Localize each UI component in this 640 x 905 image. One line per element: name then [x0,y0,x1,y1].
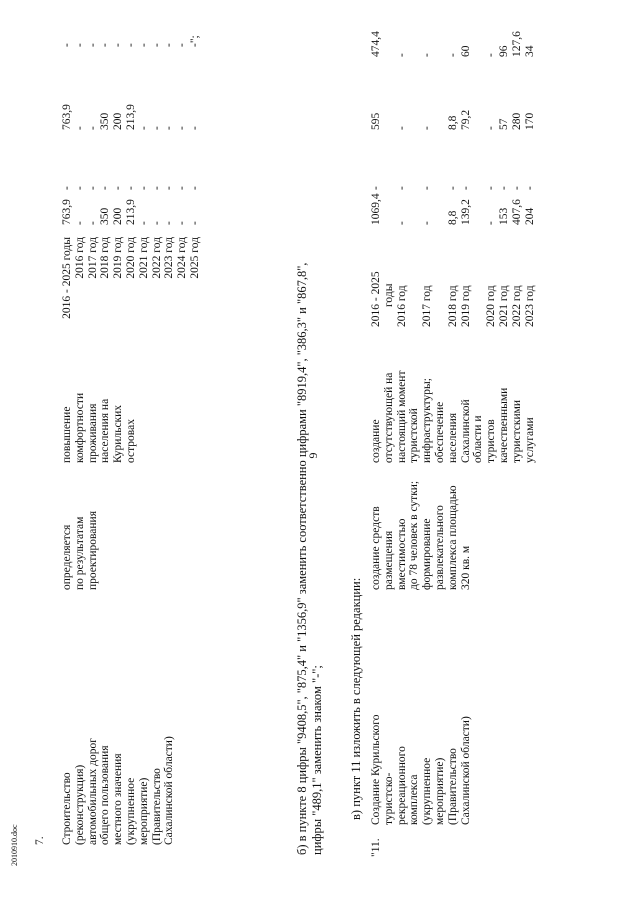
row7-other-value: - [150,43,163,47]
row11-federal-value: - [523,186,536,190]
row11-indicator-line: туристскими [510,399,523,463]
row7-name-line: местного значения [112,753,125,845]
row11-federal-value: - [421,186,434,190]
row11-regional-value: 57 [497,118,510,130]
row7-total-value: 350 [99,207,112,225]
row7-total [61,199,202,225]
row11-federal-gap [383,186,396,190]
row11-regional-gap [408,110,421,130]
row7-regional-value: - [188,126,201,130]
row11-name-line: мероприятие) [433,757,446,825]
row11-regional-value: - [421,126,434,130]
row11-year-gap [434,271,447,327]
row11-federal-value: - [446,186,459,190]
row11-name-line: рекреационного [395,746,408,825]
row11-year: 2021 год [497,285,510,327]
row11-total-gap [472,193,485,225]
row11-total-value: 8,8 [446,210,459,225]
row11-indicator-line: создание [370,419,382,463]
row7-regional-value: 200 [112,112,125,130]
row7-other-value: - [73,43,86,47]
row11-regional-gap [383,110,396,130]
row11-indicator-line: Сахалинской [459,399,472,463]
row11-federal-value: - [459,186,472,190]
row7-federal-value: - [112,186,125,190]
row11-year: 2017 год [421,285,434,327]
row7-name-line: мероприятие) [137,777,150,845]
row11-other-value: - [446,53,459,57]
row7-regional-value: - [150,126,163,130]
paragraph-v: в) пункт 11 изложить в следующей редакции: [349,577,363,820]
row11-regional-gap [472,110,485,130]
row7-other-value: - [61,43,73,47]
row7-task-line: проектирования [86,511,99,590]
row7-total-value: - [176,221,189,225]
paragraph-b-line: б) в пункте 8 цифры "9408,5", "875,4" и "1356,9" заменить соответственно цифрами "8919,4", "386,3" и "867,8", [295,262,309,855]
row7-regional-value: - [176,126,189,130]
row11-other-value: - [395,53,408,57]
row7-other-value: - [163,43,176,47]
rotated-content [0,5,640,905]
row11-total-gap [408,193,421,225]
row7-regional-value: - [163,126,176,130]
row7-years [61,237,202,327]
row11-task [370,481,472,590]
row7-federal-value: - [99,186,112,190]
row7-federal-value: - [176,186,189,190]
row7-regional-value: 350 [99,112,112,130]
row7-total-value: 200 [112,207,125,225]
row11-regional-value: 280 [510,112,523,130]
row7-federal-value: - [124,186,137,190]
row11-other-value: 34 [523,45,536,57]
page-number: 6 [306,452,321,459]
row7-indicator-line: комфортности [73,392,86,463]
row11-name-line: (укрупненное [421,757,434,825]
row11-other-gap [383,31,396,57]
row11-year: 2016 - 2025 [370,271,382,327]
row11-other-value: 474,4 [370,31,382,57]
row11-name-line: Создание Курильского [370,714,382,825]
row7-indicator [61,393,138,463]
row7-federal-value: - [61,186,73,190]
row11-federal-value: - [395,186,408,190]
row11-federal-gap [472,186,485,190]
row11-other-gap [472,31,485,57]
paragraph-b [295,35,325,855]
row7-total-value: - [73,221,86,225]
row11-name-line: Сахалинской области) [459,716,472,825]
row11-federal-value: - [497,186,510,190]
row7-federal-value: - [188,186,201,190]
row11-year-gap [472,271,485,327]
row11-other-gap [408,31,421,57]
row11-total-value: - [485,221,498,225]
row7-name [61,736,176,845]
row11-indicator-line: инфраструктуры; [421,378,434,463]
row7-indicator-line: населения на [99,398,112,463]
row7-year: 2020 год [124,237,137,279]
row11-col-federal [370,186,536,190]
row7-regional-value: 213,9 [124,104,137,130]
row7-year: 2019 год [112,237,125,279]
row7-other-value: - [176,43,189,47]
row11-indicator-line: отсутствующей на [382,372,395,463]
row11-other-value: - [421,53,434,57]
row7-name-line: (Правительство [150,768,163,845]
row7-other-value: - [137,43,150,47]
row11-indicator-line: области и [472,415,485,463]
row7-name-line: общего пользования [99,745,112,845]
row11-regional-gap [434,110,447,130]
row11-year: 2018 год [446,285,459,327]
row7-year: 2018 год [99,237,112,279]
row7-name-line: автомобильных дорог [86,738,99,845]
row11-indicator-line: населения [446,412,459,463]
row7-total-value: - [163,221,176,225]
row7-indicator-line: островах [124,419,137,463]
row7-indicator-line: Курильских [112,404,125,463]
row11-indicator [370,371,536,463]
row11-year: 2023 год [523,285,536,327]
row11-regional-value: 79,2 [459,109,472,130]
row11-federal-value: - [510,186,523,190]
row11-other-value: 96 [497,45,510,57]
row11-indicator-line: качественными [497,387,510,463]
row7-year: 2017 год [86,237,99,279]
row11-name [370,715,472,825]
row7-col-other [61,35,202,47]
row11-year: годы [382,283,395,307]
row7-col-federal [61,186,202,190]
row7-name-line: Сахалинской области) [163,736,176,845]
row7-name-line: (реконструкция) [73,764,86,845]
row11-regional-value: - [485,126,498,130]
row7-year: 2025 год [188,237,201,279]
row7-year: 2021 год [137,237,150,279]
row7-task-line: по результатам [73,516,86,590]
row7-other-value: - [124,43,137,47]
row11-regional-value: 170 [523,112,536,130]
row11-total-value: 407,6 [510,199,523,225]
row7-col-regional [61,104,202,130]
row11-regional-value: 595 [370,112,382,130]
file-name: 2010910.doc [10,824,19,866]
row11-total-value: - [395,221,408,225]
row11-col-regional [370,110,536,130]
row7-regional-value: 763,9 [61,104,73,130]
row11-col-other [370,31,536,57]
row11-federal-value: - [370,186,382,190]
row7-year: 2023 год [163,237,176,279]
row11-total-value: 1069,4 [370,193,382,225]
row11-indicator-line: туристов [485,419,498,463]
row7-federal-value: - [86,186,99,190]
row11-task-line: создание средств [370,506,382,590]
row7-total-value: - [188,221,201,225]
row11-task-line: развлекательного [433,505,446,590]
row7-year: 2022 год [150,237,163,279]
row11-total-value: - [421,221,434,225]
row11-name-line: (Правительство [446,748,459,825]
row11-name-line: туристско- [382,772,395,825]
row7-task-line: определяется [61,524,73,590]
row7-task [61,511,99,590]
row7-regional-value: - [86,126,99,130]
paragraph-b-line: цифры "489,1" заменить знаком "-"; [310,665,324,855]
row11-year: 2019 год [459,285,472,327]
row11-regional-value: - [395,126,408,130]
row11-other-value: - [485,53,498,57]
row11-number: "11. [370,838,382,857]
row11-indicator-line: туристской [408,408,421,463]
row7-federal-value: - [150,186,163,190]
row7-total-value: - [137,221,150,225]
row11-indicator-line: обеспечение [433,401,446,463]
row7-regional-value: - [137,126,150,130]
row11-year: 2020 год [485,285,498,327]
row11-indicator-line: услугами [523,417,536,463]
row7-indicator-line: проживания [86,403,99,463]
row7-number: 7. [34,836,46,845]
row11-task-line: формирование [421,518,434,590]
row11-total-value: 153 [497,207,510,225]
row11-other-gap [434,31,447,57]
row11-federal-gap [434,186,447,190]
row11-total-gap [434,193,447,225]
row7-total-value: 213,9 [124,199,137,225]
row11-task-line: комплекса площадью [446,485,459,590]
row7-name-line: (укрупненное [124,777,137,845]
row11-name-line: комплекса [408,774,421,825]
row7-name-line: Строительство [61,772,73,845]
row11-total [370,193,536,225]
row7-indicator-line: повышение [61,406,73,463]
row7-other-value: -"; [188,35,201,47]
row11-task-line: 320 кв. м [459,545,472,590]
row7-other-value: - [112,43,125,47]
row7-other-value: - [99,43,112,47]
row11-year: 2016 год [395,285,408,327]
row7-other-value: - [86,43,99,47]
row11-total-value: 139,2 [459,199,472,225]
row11-year-gap [408,271,421,327]
row7-regional-value: - [73,126,86,130]
row7-year: 2016 год [73,237,86,279]
row11-task-line: вместимостью [395,518,408,590]
row7-federal-value: - [73,186,86,190]
row11-years [370,271,536,327]
row11-task-line: до 78 человек в сутки; [408,480,421,590]
row11-task-line: размещения [382,530,395,590]
row11-other-value: 60 [459,45,472,57]
row7-total-value: - [150,221,163,225]
row11-total-value: 204 [523,207,536,225]
row11-federal-value: - [485,186,498,190]
row7-total-value: - [86,221,99,225]
row11-other-value: 127,6 [510,31,523,57]
row7-federal-value: - [137,186,150,190]
row7-year: 2016 - 2025 годы [61,237,73,319]
row11-federal-gap [408,186,421,190]
row11-total-gap [383,193,396,225]
row7-total-value: 763,9 [61,199,73,225]
row7-year: 2024 год [176,237,189,279]
row11-regional-value: 8,8 [446,115,459,130]
row7-federal-value: - [163,186,176,190]
row11-year: 2022 год [510,285,523,327]
row11-indicator-line: настоящий момент [395,370,408,463]
